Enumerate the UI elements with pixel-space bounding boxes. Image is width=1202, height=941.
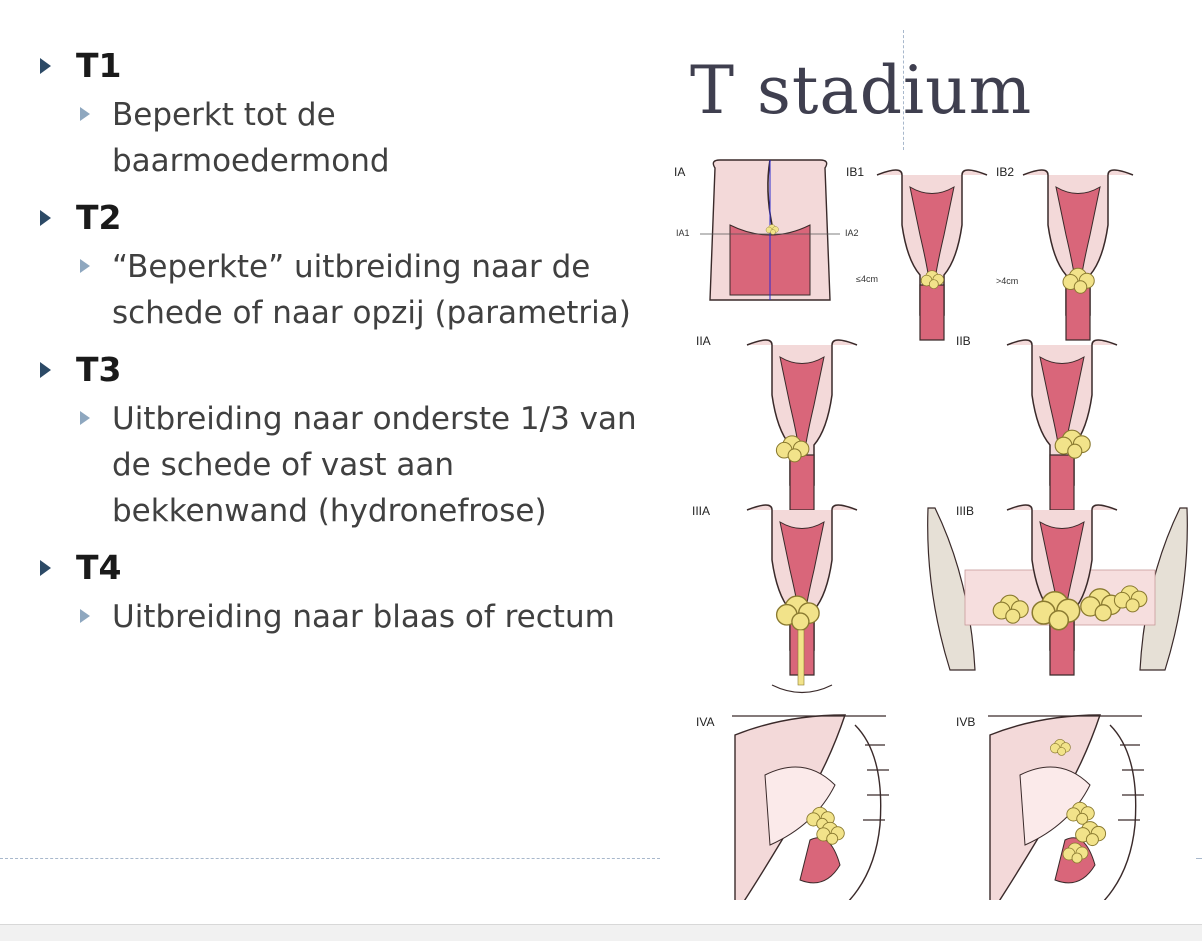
panel-iiib — [928, 505, 1188, 675]
panel-label-ia2: IA2 — [845, 228, 859, 238]
panel-iiia — [747, 505, 857, 693]
bullet-label: T2 — [76, 198, 122, 237]
bullet-text: Beperkt tot de baarmoedermond — [112, 97, 390, 179]
size-label-le4cm: ≤4cm — [856, 274, 878, 284]
sub-bullet-triangle-icon — [80, 609, 90, 623]
panel-label-iiia: IIIA — [692, 504, 711, 518]
panel-label-iib: IIB — [956, 334, 971, 348]
staging-illustration — [660, 150, 1190, 900]
panel-label-ia: IA — [674, 165, 686, 179]
bullet-triangle-icon — [40, 58, 51, 74]
panel-ib1 — [877, 170, 987, 340]
bullet-label: T1 — [76, 46, 122, 85]
sub-bullet-triangle-icon — [80, 259, 90, 273]
guide-line-tick — [1196, 858, 1202, 859]
panel-label-ia1: IA1 — [676, 228, 690, 238]
bullet-triangle-icon — [40, 210, 51, 226]
sub-bullet-triangle-icon — [80, 107, 90, 121]
bullet-t2 — [36, 192, 656, 336]
panel-label-ib1: IB1 — [846, 165, 865, 179]
bullet-text: “Beperkte” uitbreiding naar de schede of naar opzij (parametria) — [112, 249, 631, 331]
panel-iib — [1007, 340, 1117, 510]
bullet-t4 — [36, 542, 656, 640]
bullet-label: T3 — [76, 350, 122, 389]
bullet-text: Uitbreiding naar blaas of rectum — [112, 599, 615, 635]
sub-bullet-triangle-icon — [80, 411, 90, 425]
staging-diagram — [660, 150, 1190, 900]
guide-line-horizontal — [0, 858, 660, 859]
panel-iia — [747, 340, 857, 510]
slide-title: T stadium — [690, 52, 1033, 129]
bullet-label: T4 — [76, 548, 122, 587]
panel-label-iva: IVA — [696, 715, 715, 729]
size-label-gt4cm: >4cm — [996, 276, 1019, 286]
bullet-t3 — [36, 344, 656, 534]
panel-label-iiib: IIIB — [956, 504, 975, 518]
panel-ia — [700, 160, 840, 300]
panel-label-ivb: IVB — [956, 715, 976, 729]
panel-label-ib2: IB2 — [996, 165, 1015, 179]
panel-ib2 — [1023, 170, 1133, 340]
bullet-list — [36, 40, 656, 640]
bullet-triangle-icon — [40, 362, 51, 378]
bullet-text: Uitbreiding naar onderste 1/3 van de schede of vast aan bekkenwand (hydronefrose) — [112, 401, 637, 529]
bullet-t1 — [36, 40, 656, 184]
bottom-bar — [0, 924, 1202, 941]
bullet-triangle-icon — [40, 560, 51, 576]
panel-label-iia: IIA — [696, 334, 711, 348]
panel-iva — [735, 715, 889, 900]
panel-ivb — [990, 715, 1144, 900]
